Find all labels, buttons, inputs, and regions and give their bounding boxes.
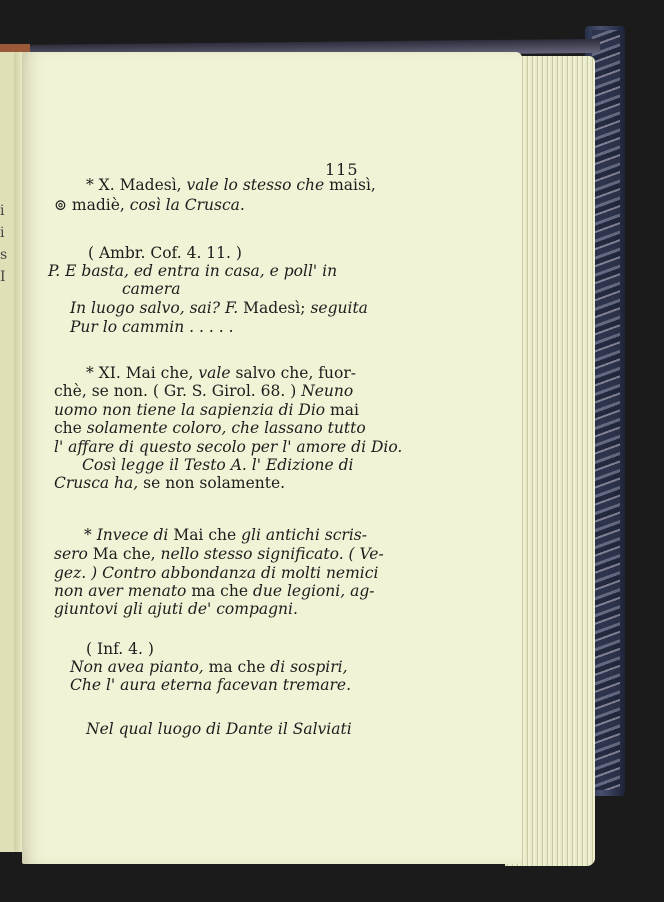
right-page bbox=[22, 52, 522, 864]
verse-line: Non avea pianto, ma che di sospiri, bbox=[70, 658, 348, 676]
verse-line: Che l' aura eterna facevan tremare. bbox=[70, 676, 352, 694]
text-line: Nel qual luogo di Dante il Salviati bbox=[86, 720, 352, 738]
text-line: P. E basta, ed entra in casa, e poll' in bbox=[48, 262, 338, 280]
text-line: * Invece di Mai che gli antichi scris- bbox=[84, 526, 367, 544]
left-mark: i bbox=[0, 203, 5, 219]
text-line: * XI. Mai che, vale salvo che, fuor- bbox=[86, 364, 356, 382]
citation-line: ( Ambr. Cof. 4. 11. ) bbox=[88, 244, 242, 262]
text-line: * X. Madesì, vale lo stesso che maisì, bbox=[86, 176, 376, 194]
text-line: che solamente coloro, che lassano tutto bbox=[54, 419, 366, 437]
text-line: chè, se non. ( Gr. S. Girol. 68. ) Neuno bbox=[54, 382, 354, 400]
left-page-characters bbox=[0, 200, 10, 288]
text-line: Così legge il Testo A. l' Edizione di bbox=[82, 456, 354, 474]
left-mark: i bbox=[0, 225, 5, 241]
marbled-cover-edge bbox=[592, 30, 620, 790]
text-line: In luogo salvo, sai? F. Madesì; seguita bbox=[70, 299, 368, 317]
text-line: giuntovi gli ajuti de' compagni. bbox=[54, 600, 298, 618]
text-line: ⊚ madiè, così la Crusca. bbox=[54, 196, 245, 214]
text-line: Crusca ha, se non solamente. bbox=[54, 474, 286, 492]
left-mark: I bbox=[0, 269, 6, 285]
text-line: gez. ) Contro abbondanza di molti nemici bbox=[54, 564, 379, 582]
citation-line: ( Inf. 4. ) bbox=[86, 640, 154, 658]
text-line: uomo non tiene la sapienzia di Dio mai bbox=[54, 401, 359, 419]
left-mark: s bbox=[0, 247, 8, 263]
text-line: Pur lo cammin . . . . . bbox=[70, 318, 234, 336]
page-number: 115 bbox=[325, 160, 359, 179]
page-text bbox=[22, 52, 522, 864]
text-line: l' affare di questo secolo per l' amore di Dio. bbox=[54, 438, 403, 456]
text-line: camera bbox=[122, 280, 181, 298]
text-line: non aver menato ma che due legioni, ag- bbox=[54, 582, 375, 600]
text-line: sero Ma che, nello stesso significato. ( Ve- bbox=[54, 545, 384, 563]
